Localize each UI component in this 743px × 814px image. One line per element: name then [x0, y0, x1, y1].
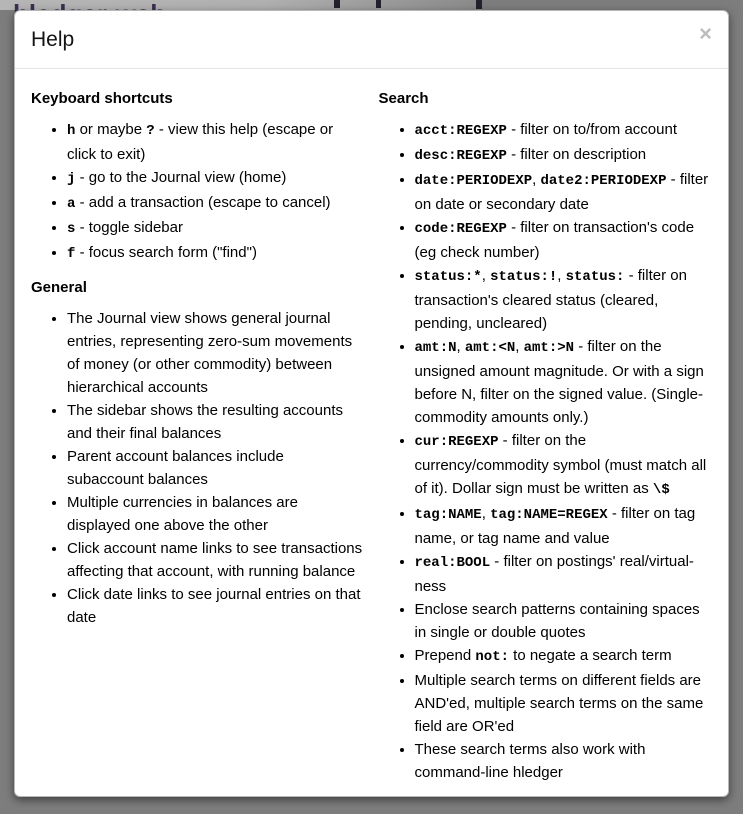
close-icon[interactable]: ×: [699, 21, 712, 46]
help-list-item: • real:BOOL - filter on postings' real/virtual-ness: [415, 550, 713, 598]
occluded-heading-fragment: [476, 0, 482, 9]
help-list: [31, 307, 365, 629]
help-list-item: • a - add a transaction (escape to cancel): [67, 191, 365, 216]
help-list-item: • Multiple search terms on different fields are AND'ed, multiple search terms on the same field are OR'ed: [415, 669, 713, 738]
code-term: tag:NAME: [414, 507, 482, 523]
code-term: f: [67, 246, 76, 262]
help-list-item: • desc:REGEXP - filter on description: [415, 143, 713, 168]
dialog-header: [15, 11, 728, 69]
code-term: ?: [146, 123, 155, 139]
code-term: a: [67, 196, 76, 212]
section-heading: Keyboard shortcuts: [31, 90, 173, 107]
help-list-item: • h or maybe ? - view this help (escape or click to exit): [67, 118, 365, 166]
code-term: tag:NAME=REGEX: [490, 507, 608, 523]
code-term: j: [67, 171, 76, 187]
code-term: cur:REGEXP: [414, 434, 499, 450]
help-list-item: • date:PERIODEXP, date2:PERIODEXP - filter on date or secondary date: [415, 168, 713, 216]
help-list: [379, 118, 713, 784]
code-term: date:PERIODEXP: [414, 173, 533, 189]
code-term: real:BOOL: [414, 555, 491, 571]
help-list-item: • The sidebar shows the resulting accounts and their final balances: [67, 399, 365, 445]
background-navbar: [0, 0, 481, 10]
code-term: desc:REGEXP: [414, 148, 507, 164]
help-list-item: • code:REGEXP - filter on transaction's code (eg check number): [415, 216, 713, 264]
code-term: date2:PERIODEXP: [540, 173, 667, 189]
help-list-item: • tag:NAME, tag:NAME=REGEX - filter on tag name, or tag name and value: [415, 502, 713, 550]
code-term: \$: [652, 482, 670, 498]
help-list: [31, 118, 365, 266]
help-column-right: [379, 89, 713, 794]
code-term: status:*: [414, 269, 482, 285]
code-term: s: [67, 221, 76, 237]
help-list-item: • The Journal view shows general journal entries, representing zero-sum movements of money (or other commodity) between hierarchical accounts: [67, 307, 365, 399]
code-term: not:: [475, 649, 509, 665]
help-list-item: • Click date links to see journal entries on that date: [67, 583, 365, 629]
section-heading: General: [31, 279, 87, 296]
help-list-item: • Enclose search patterns containing spaces in single or double quotes: [415, 598, 713, 644]
help-column-left: [31, 89, 365, 794]
dialog-title: Help: [31, 28, 75, 51]
help-list-item: • These search terms also work with command-line hledger: [415, 738, 713, 784]
help-list-item: • cur:REGEXP - filter on the currency/commodity symbol (must match all of it). Dollar sign must be written as \$: [415, 429, 713, 502]
occluded-heading-fragment: [376, 0, 381, 8]
help-list-item: • s - toggle sidebar: [67, 216, 365, 241]
help-list-item: • Click account name links to see transactions affecting that account, with running balance: [67, 537, 365, 583]
code-term: status:!: [490, 269, 558, 285]
occluded-heading-fragment: [334, 0, 340, 8]
code-term: status:: [565, 269, 625, 285]
help-list-item: • f - focus search form ("find"): [67, 241, 365, 266]
help-list-item: • Prepend not: to negate a search term: [415, 644, 713, 669]
section-heading: Search: [378, 90, 429, 107]
help-list-item: • status:*, status:!, status: - filter on transaction's cleared status (cleared, pending, uncleared): [415, 264, 713, 335]
code-term: amt:>N: [523, 340, 575, 356]
help-list-item: • Parent account balances include subaccount balances: [67, 445, 365, 491]
code-term: amt:N: [414, 340, 457, 356]
help-list-item: • Multiple currencies in balances are displayed one above the other: [67, 491, 365, 537]
dialog-body: [15, 69, 728, 814]
code-term: h: [67, 123, 76, 139]
code-term: code:REGEXP: [414, 221, 507, 237]
code-term: amt:<N: [464, 340, 516, 356]
code-term: acct:REGEXP: [414, 123, 507, 139]
help-list-item: • amt:N, amt:<N, amt:>N - filter on the unsigned amount magnitude. Or with a sign before N, filter on the signed value. (Single-commodity amounts only.): [415, 335, 713, 429]
help-list-item: • j - go to the Journal view (home): [67, 166, 365, 191]
help-list-item: • acct:REGEXP - filter on to/from account: [415, 118, 713, 143]
help-dialog: [14, 10, 729, 797]
